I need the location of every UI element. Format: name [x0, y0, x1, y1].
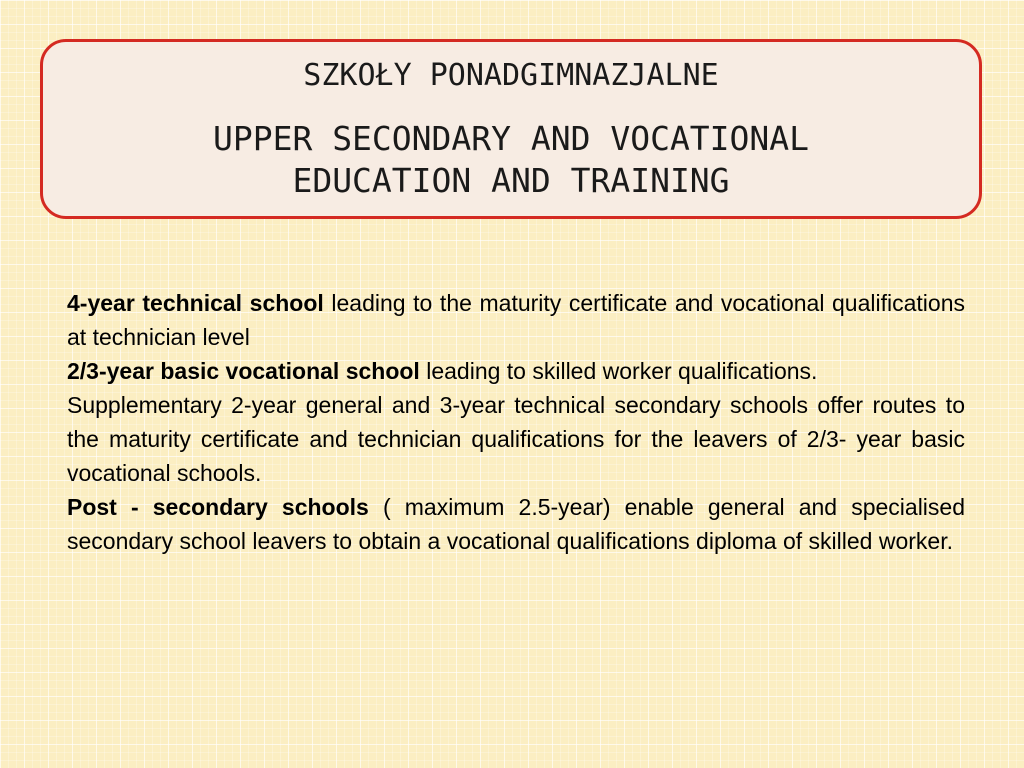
title-polish: SZKOŁY PONADGIMNAZJALNE: [303, 58, 719, 93]
paragraph-text: leading to the maturity certificate and vocational qualifications at technician level: [67, 290, 965, 350]
paragraph-basic-vocational-school: [67, 354, 965, 388]
paragraph-heading: Post - secondary schools: [67, 494, 369, 520]
title-box: [40, 39, 982, 219]
title-english: [43, 118, 979, 202]
paragraph-text: leading to skilled worker qualifications.: [419, 358, 818, 384]
paragraph-heading: 2/3-year basic vocational school: [67, 358, 420, 384]
title-english-line-2: EDUCATION AND TRAINING: [292, 161, 730, 200]
paragraph-text: Supplementary 2-year general and 3-year technical secondary schools offer routes to the maturity certificate and technician qualifications for the leavers of 2/3- year basic vocational schools.: [67, 392, 965, 486]
paragraph-heading: 4-year technical school: [67, 290, 324, 316]
title-english-line-1: UPPER SECONDARY AND VOCATIONAL: [212, 119, 810, 158]
paragraph-post-secondary-schools: [67, 490, 965, 558]
paragraph-technical-school: [67, 286, 965, 354]
body-text: [67, 286, 965, 558]
paragraph-supplementary-schools: [67, 388, 965, 490]
paragraph-text: ( maximum 2.5-year) enable general and specialised secondary school leavers to obtain a vocational qualifications diploma of skilled worker.: [67, 494, 966, 554]
